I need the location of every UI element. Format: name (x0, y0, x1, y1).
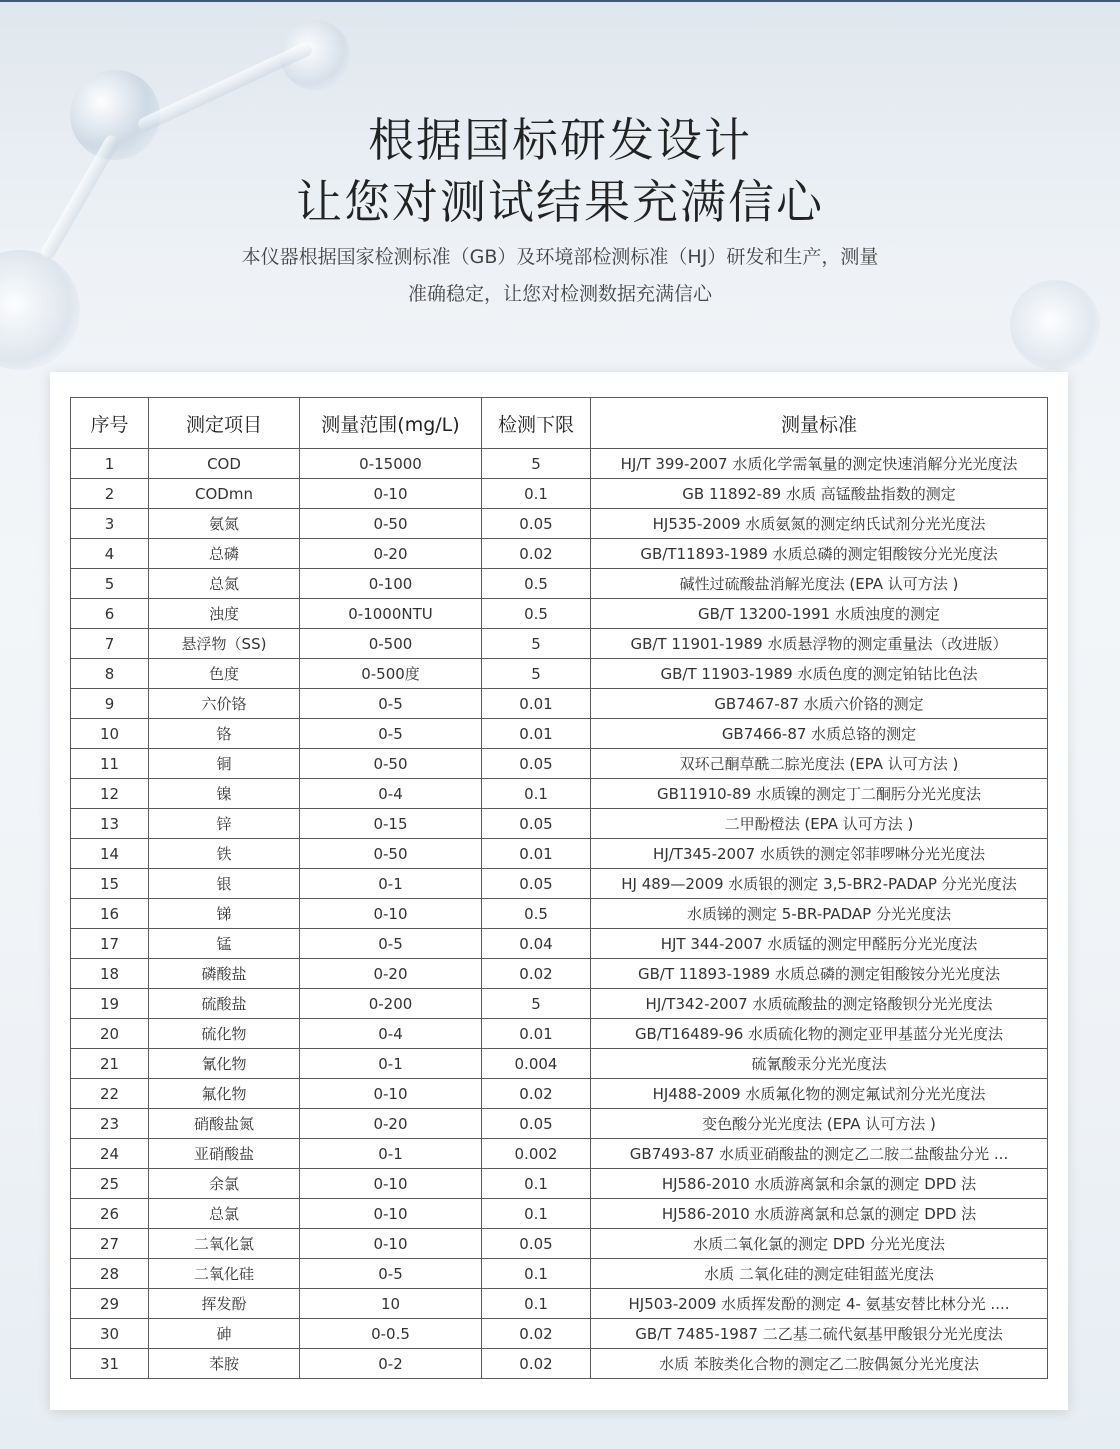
cell-index: 26 (71, 1199, 149, 1229)
cell-detection-limit: 0.02 (482, 1349, 591, 1379)
cell-item: 总氯 (149, 1199, 300, 1229)
cell-range: 0-1000NTU (300, 599, 482, 629)
table-row (71, 959, 1048, 989)
cell-standard: 水质锑的测定 5-BR-PADAP 分光光度法 (591, 899, 1048, 929)
cell-standard: HJ586-2010 水质游离氯和总氯的测定 DPD 法 (591, 1199, 1048, 1229)
cell-range: 0-500 (300, 629, 482, 659)
cell-range: 0-200 (300, 989, 482, 1019)
cell-standard: 水质 苯胺类化合物的测定乙二胺偶氮分光光度法 (591, 1349, 1048, 1379)
cell-item: COD (149, 449, 300, 479)
cell-item: 色度 (149, 659, 300, 689)
cell-item: 氨氮 (149, 509, 300, 539)
cell-index: 29 (71, 1289, 149, 1319)
cell-range: 0-50 (300, 509, 482, 539)
cell-standard: GB/T11893-1989 水质总磷的测定钼酸铵分光光度法 (591, 539, 1048, 569)
cell-detection-limit: 0.01 (482, 719, 591, 749)
cell-detection-limit: 5 (482, 989, 591, 1019)
cell-detection-limit: 0.05 (482, 809, 591, 839)
table-row (71, 809, 1048, 839)
cell-detection-limit: 0.1 (482, 1289, 591, 1319)
cell-item: CODmn (149, 479, 300, 509)
cell-standard: 双环己酮草酰二腙光度法 (EPA 认可方法 ) (591, 749, 1048, 779)
cell-range: 0-5 (300, 689, 482, 719)
cell-item: 铬 (149, 719, 300, 749)
cell-item: 亚硝酸盐 (149, 1139, 300, 1169)
table-row (71, 449, 1048, 479)
table-row (71, 599, 1048, 629)
cell-index: 14 (71, 839, 149, 869)
cell-range: 0-10 (300, 1229, 482, 1259)
cell-range: 0-15000 (300, 449, 482, 479)
cell-standard: GB/T 13200-1991 水质浊度的测定 (591, 599, 1048, 629)
cell-item: 铁 (149, 839, 300, 869)
table-row (71, 1259, 1048, 1289)
page-title-line-2: 让您对测试结果充满信心 (296, 175, 824, 229)
cell-index: 30 (71, 1319, 149, 1349)
cell-standard: 水质 二氧化硅的测定硅钼蓝光度法 (591, 1259, 1048, 1289)
cell-detection-limit: 0.5 (482, 599, 591, 629)
cell-item: 镍 (149, 779, 300, 809)
cell-standard: HJ/T345-2007 水质铁的测定邻菲啰啉分光光度法 (591, 839, 1048, 869)
cell-detection-limit: 0.02 (482, 1079, 591, 1109)
table-row (71, 1049, 1048, 1079)
table-header-row (71, 398, 1048, 449)
cell-standard: HJ/T342-2007 水质硫酸盐的测定铬酸钡分光光度法 (591, 989, 1048, 1019)
cell-standard: HJ586-2010 水质游离氯和余氯的测定 DPD 法 (591, 1169, 1048, 1199)
cell-detection-limit: 0.5 (482, 569, 591, 599)
cell-item: 锌 (149, 809, 300, 839)
top-border-line (0, 0, 1120, 2)
header-index: 序号 (71, 398, 149, 449)
table-row (71, 899, 1048, 929)
cell-item: 总磷 (149, 539, 300, 569)
cell-range: 0-500度 (300, 659, 482, 689)
cell-detection-limit: 0.05 (482, 749, 591, 779)
cell-detection-limit: 0.1 (482, 479, 591, 509)
cell-detection-limit: 0.05 (482, 509, 591, 539)
cell-item: 苯胺 (149, 1349, 300, 1379)
cell-detection-limit: 0.05 (482, 1109, 591, 1139)
cell-index: 23 (71, 1109, 149, 1139)
cell-range: 0-0.5 (300, 1319, 482, 1349)
header-item: 测定项目 (149, 398, 300, 449)
cell-detection-limit: 5 (482, 449, 591, 479)
table-row (71, 1199, 1048, 1229)
cell-standard: GB/T 11901-1989 水质悬浮物的测定重量法（改进版） (591, 629, 1048, 659)
table-row (71, 839, 1048, 869)
description-line-2: 准确稳定，让您对检测数据充满信心 (407, 283, 712, 305)
cell-index: 15 (71, 869, 149, 899)
cell-detection-limit: 0.02 (482, 539, 591, 569)
cell-item: 二氧化氯 (149, 1229, 300, 1259)
cell-detection-limit: 0.04 (482, 929, 591, 959)
header-standard: 测量标准 (591, 398, 1048, 449)
cell-standard: HJT 344-2007 水质锰的测定甲醛肟分光光度法 (591, 929, 1048, 959)
cell-index: 8 (71, 659, 149, 689)
table-row (71, 509, 1048, 539)
cell-item: 铜 (149, 749, 300, 779)
cell-detection-limit: 0.05 (482, 869, 591, 899)
cell-index: 1 (71, 449, 149, 479)
cell-range: 0-10 (300, 1079, 482, 1109)
description-line-1: 本仪器根据国家检测标准（GB）及环境部检测标准（HJ）研发和生产，测量 (241, 246, 879, 268)
cell-standard: GB/T 7485-1987 二乙基二硫代氨基甲酸银分光光度法 (591, 1319, 1048, 1349)
cell-range: 10 (300, 1289, 482, 1319)
table-row (71, 1289, 1048, 1319)
cell-index: 5 (71, 569, 149, 599)
cell-standard: GB/T 11903-1989 水质色度的测定铂钴比色法 (591, 659, 1048, 689)
cell-standard: 硫氰酸汞分光光度法 (591, 1049, 1048, 1079)
cell-range: 0-20 (300, 539, 482, 569)
cell-standard: 变色酸分光光度法 (EPA 认可方法 ) (591, 1109, 1048, 1139)
cell-standard: GB 11892-89 水质 高锰酸盐指数的测定 (591, 479, 1048, 509)
cell-range: 0-4 (300, 779, 482, 809)
table-row (71, 1109, 1048, 1139)
cell-item: 砷 (149, 1319, 300, 1349)
cell-standard: 二甲酚橙法 (EPA 认可方法 ) (591, 809, 1048, 839)
cell-index: 12 (71, 779, 149, 809)
molecule-bubble-decoration (1010, 280, 1100, 370)
cell-index: 9 (71, 689, 149, 719)
cell-item: 磷酸盐 (149, 959, 300, 989)
cell-detection-limit: 0.1 (482, 1259, 591, 1289)
cell-standard: 碱性过硫酸盐消解光度法 (EPA 认可方法 ) (591, 569, 1048, 599)
cell-item: 余氯 (149, 1169, 300, 1199)
cell-range: 0-20 (300, 959, 482, 989)
standards-table (70, 397, 1048, 1379)
table-row (71, 1319, 1048, 1349)
cell-range: 0-2 (300, 1349, 482, 1379)
cell-range: 0-10 (300, 479, 482, 509)
cell-detection-limit: 0.02 (482, 959, 591, 989)
cell-range: 0-5 (300, 929, 482, 959)
cell-range: 0-50 (300, 839, 482, 869)
cell-detection-limit: 0.004 (482, 1049, 591, 1079)
table-row (71, 929, 1048, 959)
cell-range: 0-10 (300, 899, 482, 929)
cell-index: 11 (71, 749, 149, 779)
cell-range: 0-10 (300, 1199, 482, 1229)
cell-detection-limit: 0.01 (482, 839, 591, 869)
cell-index: 21 (71, 1049, 149, 1079)
cell-item: 挥发酚 (149, 1289, 300, 1319)
table-row (71, 479, 1048, 509)
cell-item: 硫酸盐 (149, 989, 300, 1019)
cell-index: 25 (71, 1169, 149, 1199)
cell-range: 0-5 (300, 719, 482, 749)
cell-range: 0-10 (300, 1169, 482, 1199)
header-range: 测量范围(mg/L) (300, 398, 482, 449)
cell-range: 0-50 (300, 749, 482, 779)
cell-range: 0-100 (300, 569, 482, 599)
cell-index: 27 (71, 1229, 149, 1259)
table-row (71, 779, 1048, 809)
cell-range: 0-4 (300, 1019, 482, 1049)
cell-item: 总氮 (149, 569, 300, 599)
table-row (71, 1019, 1048, 1049)
cell-index: 28 (71, 1259, 149, 1289)
table-row (71, 629, 1048, 659)
cell-item: 六价铬 (149, 689, 300, 719)
cell-standard: HJ488-2009 水质氟化物的测定氟试剂分光光度法 (591, 1079, 1048, 1109)
cell-standard: GB/T16489-96 水质硫化物的测定亚甲基蓝分光光度法 (591, 1019, 1048, 1049)
cell-detection-limit: 5 (482, 659, 591, 689)
cell-range: 0-15 (300, 809, 482, 839)
table-row (71, 1139, 1048, 1169)
cell-standard: HJ503-2009 水质挥发酚的测定 4- 氨基安替比林分光 .... (591, 1289, 1048, 1319)
cell-detection-limit: 0.1 (482, 1199, 591, 1229)
cell-item: 悬浮物（SS) (149, 629, 300, 659)
cell-detection-limit: 0.02 (482, 1319, 591, 1349)
table-row (71, 869, 1048, 899)
cell-range: 0-20 (300, 1109, 482, 1139)
cell-standard: HJ/T 399-2007 水质化学需氧量的测定快速消解分光光度法 (591, 449, 1048, 479)
table-row (71, 1169, 1048, 1199)
table-row (71, 539, 1048, 569)
cell-item: 锑 (149, 899, 300, 929)
cell-detection-limit: 0.1 (482, 1169, 591, 1199)
page-title-line-1: 根据国标研发设计 (368, 113, 752, 167)
cell-item: 浊度 (149, 599, 300, 629)
cell-standard: HJ535-2009 水质氨氮的测定纳氏试剂分光光度法 (591, 509, 1048, 539)
table-row (71, 689, 1048, 719)
standards-table-card (50, 372, 1068, 1410)
cell-range: 0-1 (300, 1049, 482, 1079)
cell-item: 锰 (149, 929, 300, 959)
cell-standard: 水质二氧化氯的测定 DPD 分光光度法 (591, 1229, 1048, 1259)
cell-index: 4 (71, 539, 149, 569)
cell-detection-limit: 0.5 (482, 899, 591, 929)
cell-item: 氟化物 (149, 1079, 300, 1109)
cell-standard: HJ 489—2009 水质银的测定 3,5-BR2-PADAP 分光光度法 (591, 869, 1048, 899)
cell-index: 20 (71, 1019, 149, 1049)
molecule-bubble-decoration (0, 250, 80, 370)
cell-item: 氰化物 (149, 1049, 300, 1079)
cell-detection-limit: 0.01 (482, 1019, 591, 1049)
cell-index: 2 (71, 479, 149, 509)
table-row (71, 1229, 1048, 1259)
cell-item: 银 (149, 869, 300, 899)
table-row (71, 1349, 1048, 1379)
cell-detection-limit: 0.1 (482, 779, 591, 809)
cell-range: 0-5 (300, 1259, 482, 1289)
cell-index: 24 (71, 1139, 149, 1169)
cell-detection-limit: 5 (482, 629, 591, 659)
cell-index: 3 (71, 509, 149, 539)
cell-index: 6 (71, 599, 149, 629)
cell-item: 二氧化硅 (149, 1259, 300, 1289)
cell-item: 硫化物 (149, 1019, 300, 1049)
cell-index: 10 (71, 719, 149, 749)
cell-index: 7 (71, 629, 149, 659)
cell-standard: GB7466-87 水质总铬的测定 (591, 719, 1048, 749)
cell-index: 13 (71, 809, 149, 839)
cell-index: 19 (71, 989, 149, 1019)
cell-standard: GB11910-89 水质镍的测定丁二酮肟分光光度法 (591, 779, 1048, 809)
table-row (71, 1079, 1048, 1109)
table-row (71, 569, 1048, 599)
cell-standard: GB7493-87 水质亚硝酸盐的测定乙二胺二盐酸盐分光 ... (591, 1139, 1048, 1169)
table-row (71, 659, 1048, 689)
table-row (71, 719, 1048, 749)
cell-item: 硝酸盐氮 (149, 1109, 300, 1139)
cell-range: 0-1 (300, 1139, 482, 1169)
cell-detection-limit: 0.05 (482, 1229, 591, 1259)
cell-index: 16 (71, 899, 149, 929)
cell-index: 22 (71, 1079, 149, 1109)
cell-standard: GB/T 11893-1989 水质总磷的测定钼酸铵分光光度法 (591, 959, 1048, 989)
cell-detection-limit: 0.002 (482, 1139, 591, 1169)
table-body (71, 449, 1048, 1379)
table-row (71, 749, 1048, 779)
cell-index: 18 (71, 959, 149, 989)
table-row (71, 989, 1048, 1019)
cell-index: 17 (71, 929, 149, 959)
cell-index: 31 (71, 1349, 149, 1379)
cell-detection-limit: 0.01 (482, 689, 591, 719)
cell-standard: GB7467-87 水质六价铬的测定 (591, 689, 1048, 719)
cell-range: 0-1 (300, 869, 482, 899)
header-detection-limit: 检测下限 (482, 398, 591, 449)
